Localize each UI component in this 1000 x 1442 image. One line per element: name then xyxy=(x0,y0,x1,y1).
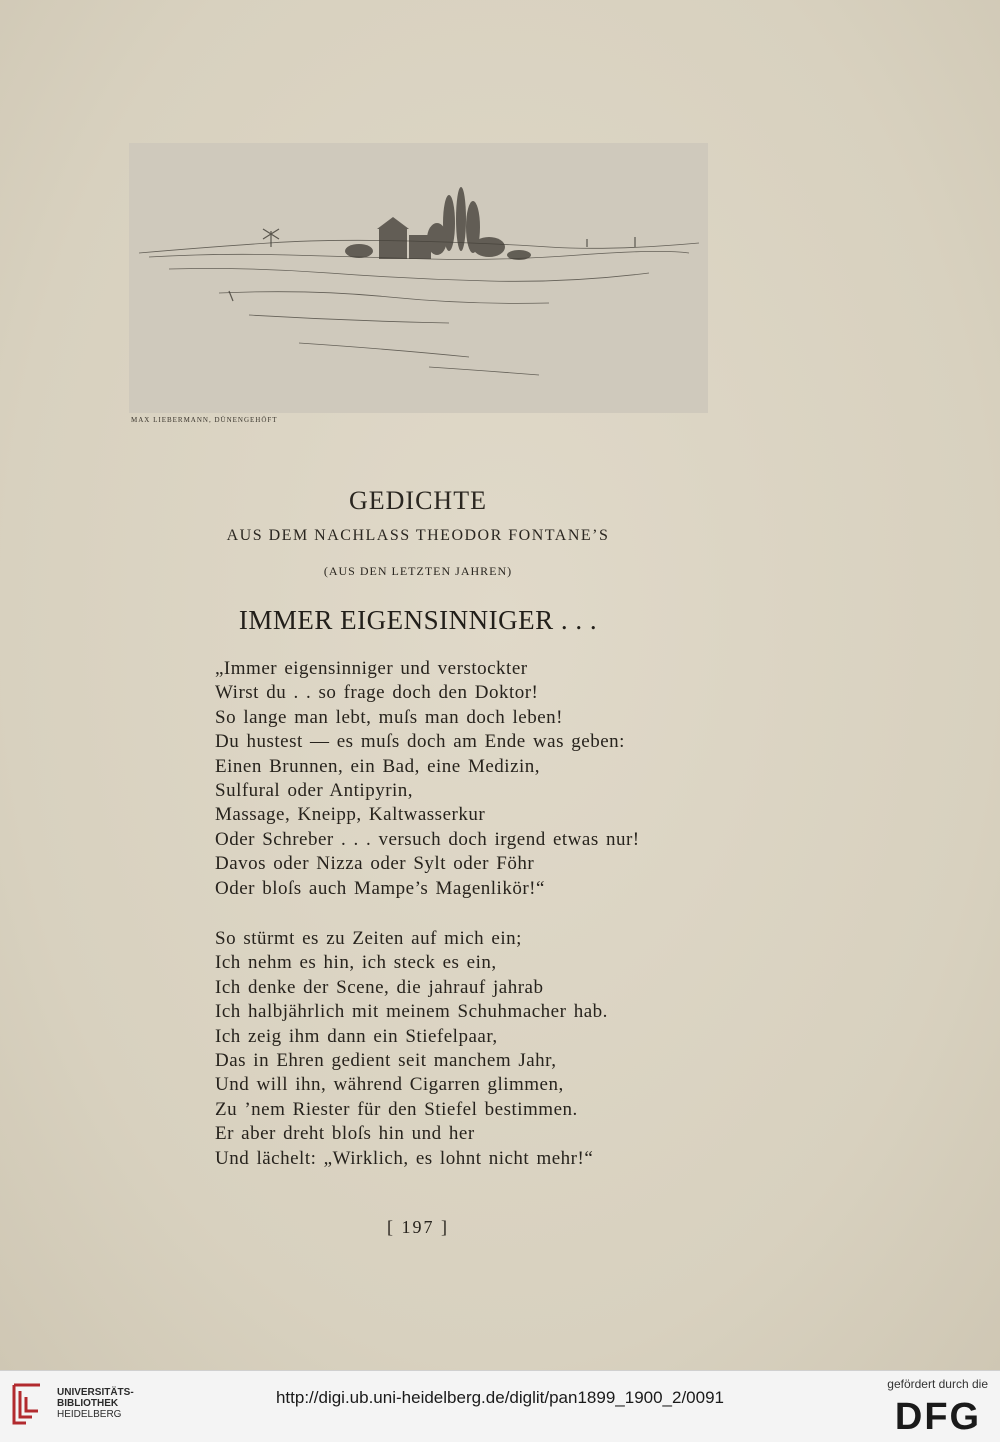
poem-line: Und lächelt: „Wirklich, es lohnt nicht mehr!“ xyxy=(215,1147,594,1169)
dfg-logo-icon xyxy=(890,1395,986,1435)
poem-line: Du hustest — es muſs doch am Ende was geben: xyxy=(215,731,625,753)
poem-title: IMMER EIGENSINNIGER . . . xyxy=(238,605,598,635)
library-name-line1: UNIVERSITÄTS- xyxy=(57,1387,134,1398)
poem-line: Einen Brunnen, ein Bad, eine Medizin, xyxy=(215,755,541,777)
poem-line: Er aber dreht bloſs hin und her xyxy=(215,1123,475,1145)
section-note: (AUS DEN LETZTEN JAHREN) xyxy=(323,564,513,578)
poem-line: Ich nehm es hin, ich steck es ein, xyxy=(215,952,497,974)
poem-line: So stürmt es zu Zeiten auf mich ein; xyxy=(215,928,522,949)
poem-line: Oder bloſs auch Mampe’s Magenlikör!“ xyxy=(215,877,545,899)
poem-line: Massage, Kneipp, Kaltwasserkur xyxy=(215,804,486,826)
poem-line: „Immer eigensinniger und verstockter xyxy=(215,658,528,679)
poem-line: Ich denke der Scene, die jahrauf jahrab xyxy=(215,976,544,998)
section-title: GEDICHTE xyxy=(349,486,487,515)
library-name-line2: BIBLIOTHEK xyxy=(57,1398,119,1409)
funding-note: gefördert durch die xyxy=(887,1377,988,1391)
poem-stanza-2 xyxy=(215,927,608,1171)
viewer-footer xyxy=(0,1370,1000,1442)
library-name-line3: HEIDELBERG xyxy=(57,1409,122,1420)
poem-stanza-1 xyxy=(215,657,640,901)
poem-line: So lange man lebt, muſs man doch leben! xyxy=(215,706,563,728)
poem-line: Und will ihn, während Cigarren glimmen, xyxy=(215,1074,564,1096)
poem-line: Davos oder Nizza oder Sylt oder Föhr xyxy=(215,853,535,875)
poem-line: Oder Schreber . . . versuch doch irgend etwas nur! xyxy=(215,828,640,850)
page-number: [ 197 ] xyxy=(387,1217,449,1237)
etching-landscape-icon xyxy=(129,143,708,413)
permalink-url[interactable]: http://digi.ub.uni-heidelberg.de/diglit/pan1899_1900_2/0091 xyxy=(275,1388,725,1407)
illustration-plate xyxy=(129,143,708,413)
poem-line: Wirst du . . so frage doch den Doktor! xyxy=(215,682,539,704)
poem-line: Das in Ehren gedient seit manchem Jahr, xyxy=(215,1050,557,1072)
poem-line: Ich zeig ihm dann ein Stiefelpaar, xyxy=(215,1025,498,1047)
poem-line: Zu ’nem Riester für den Stiefel bestimmen. xyxy=(215,1098,578,1120)
section-subtitle: AUS DEM NACHLASS THEODOR FONTANE’S xyxy=(226,527,610,544)
illustration-caption: MAX LIEBERMANN, DÜNENGEHÖFT xyxy=(131,416,278,424)
poem-line: Ich halbjährlich mit meinem Schuhmacher hab. xyxy=(215,1001,608,1023)
dfg-logo-text: DFG xyxy=(894,1396,982,1435)
poem-line: Sulfural oder Antipyrin, xyxy=(215,780,414,802)
